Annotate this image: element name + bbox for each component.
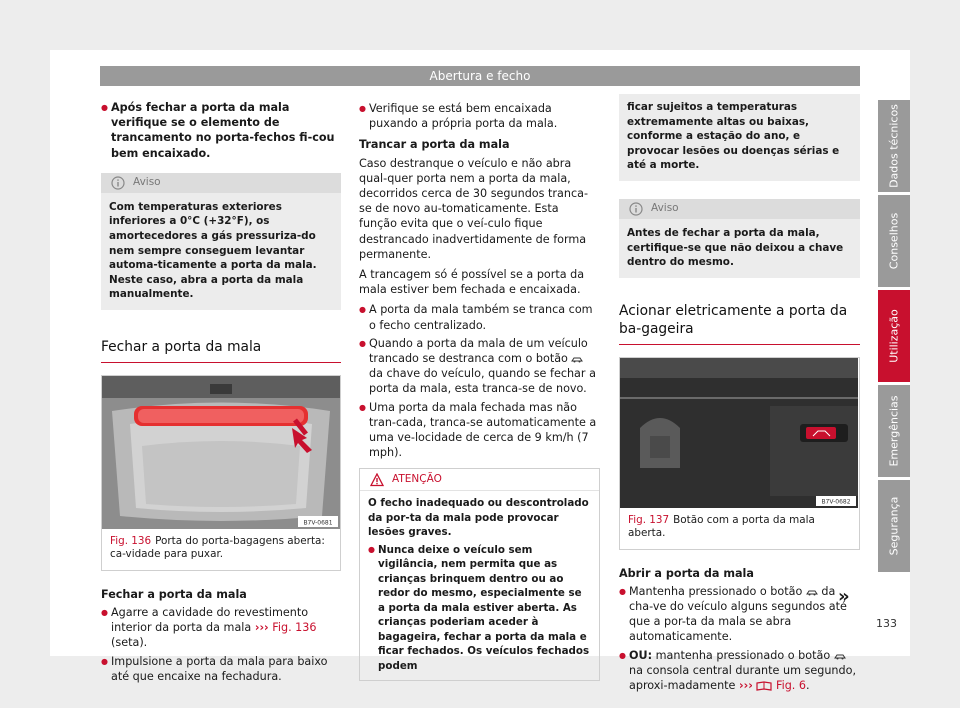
figure-137 — [619, 357, 860, 550]
car-key-icon — [571, 355, 583, 363]
section-title-fechar: Fechar a porta da mala — [101, 338, 341, 363]
bullet-agarre — [101, 605, 341, 651]
car-key-icon — [806, 588, 818, 596]
fig-137-label: Fig. 137 — [628, 513, 670, 526]
bullet-quando-text: Quando a porta da mala de um veículo trancado se destranca com o botão — [369, 336, 588, 366]
info-icon — [111, 176, 125, 190]
intro-bullet: ● Após fechar a porta da mala verifique se o elemento de trancamento no porta-fechos fi-cou bem encaixado. — [101, 100, 341, 161]
para-trancagem: A trancagem só é possível se a porta da mala estiver bem fechada e encaixada. — [359, 268, 585, 297]
fig-136-code: B7V-0681 — [303, 519, 333, 527]
bullet-agarre-text: Agarre a cavidade do revestimento interior da porta da mala — [111, 605, 309, 635]
subhead-fechar: Fechar a porta da mala — [101, 587, 247, 601]
column-3 — [619, 94, 860, 696]
fig-137-code: B7V-0682 — [821, 498, 851, 506]
trunk-lid-image — [102, 376, 340, 529]
section-title-acionar: Acionar eletricamente a porta da ba-gageira — [619, 302, 860, 345]
atencao-continued: ficar sujeitos a temperaturas extremamente altas ou baixas, conforme a estação do ano, e provocar lesões ou doenças sérias e até a morte. — [619, 94, 860, 181]
bullet-ou — [619, 648, 860, 694]
aviso-box — [101, 173, 341, 310]
bullet-ou-end: . — [806, 678, 810, 692]
page-number: 133 — [876, 617, 897, 630]
atencao-header — [360, 469, 599, 491]
tab-dados-tecnicos[interactable] — [878, 100, 910, 192]
page-header: Abertura e fecho — [100, 66, 860, 86]
atencao-text: O fecho inadequado ou descontrolado da por-ta da mala pode provocar lesões graves. — [368, 497, 589, 539]
fig-136-label: Fig. 136 — [110, 534, 152, 547]
aviso-box-2 — [619, 199, 860, 278]
subhead-trancar: Trancar a porta da mala — [359, 138, 510, 152]
info-icon — [629, 202, 643, 216]
warning-triangle-icon — [370, 473, 384, 487]
trunk-button-image — [620, 358, 859, 508]
tab-label: Utilização — [887, 309, 901, 363]
bullet-agarre-end: (seta). — [111, 636, 148, 650]
aviso-header — [101, 173, 341, 193]
aviso-text: Com temperaturas exteriores inferiores a 0°C (+32°F), os amortecedores a gás pressuriza-do nem sempre conseguem levantar automa-ticamente a porta da mala. Neste caso, abra a porta da mala manualmente. — [109, 200, 317, 301]
aviso-label-2: Aviso — [651, 202, 679, 215]
subhead-abrir: Abrir a porta da mala — [619, 566, 754, 580]
book-reference-icon — [756, 681, 772, 691]
trunk-lid-illustration — [102, 376, 340, 529]
bullet-trancada: ● Uma porta da mala fechada mas não tran-cada, tranca-se automaticamente a uma ve-locidade de cerca de 9 km/h (7 mph). — [359, 400, 600, 461]
trunk-button-icon — [834, 652, 846, 660]
atencao-body — [360, 491, 599, 680]
figure-136-caption — [102, 529, 340, 570]
bullet-mantenha — [619, 584, 860, 645]
aviso-header-2 — [619, 199, 860, 219]
figure-136 — [101, 375, 341, 571]
atencao-label: ATENÇÃO — [392, 473, 442, 486]
fig-136-caption-text: Porta do porta-bagagens aberta: ca-vidade para puxar. — [110, 534, 325, 561]
side-tabs — [878, 100, 910, 575]
tab-label: Segurança — [887, 496, 901, 556]
tab-label: Dados técnicos — [887, 104, 901, 188]
bullet-ou-text: mantenha pressionado o botão — [655, 648, 831, 662]
bullet-mantenha-text: Mantenha pressionado o botão — [629, 584, 803, 598]
aviso-label: Aviso — [133, 176, 161, 189]
figure-137-caption — [620, 508, 859, 549]
continue-marker: » — [838, 586, 850, 607]
tab-label: Conselhos — [887, 212, 901, 270]
trunk-button-illustration — [620, 358, 858, 508]
bullet-quando — [359, 336, 600, 397]
bullet-quando-end: da chave do veículo, quando se fechar a porta da mala, esta tranca-se de novo. — [369, 367, 596, 396]
fig-137-caption-text: Botão com a porta da mala aberta. — [628, 513, 815, 540]
bullet-impulsione: ● Impulsione a porta da mala para baixo até que encaixe na fechadura. — [101, 654, 341, 684]
tab-utilizacao[interactable] — [878, 290, 910, 382]
bullet-fecho-centralizado: ● A porta da mala também se tranca com o fecho centralizado. — [359, 302, 600, 332]
bullet-ou-mid: na consola central durante um segundo, aproxi-madamente — [629, 663, 857, 692]
ref-arrows: ››› — [254, 621, 269, 635]
atencao-box — [359, 468, 600, 681]
ref-arrows: ››› — [739, 678, 753, 692]
tab-seguranca[interactable] — [878, 480, 910, 572]
aviso-text-2: Antes de fechar a porta da mala, certifique-se que não deixou a chave dentro do mesmo. — [627, 226, 844, 269]
ou-label: OU: — [629, 648, 653, 662]
tab-emergencias[interactable] — [878, 385, 910, 477]
tab-label: Emergências — [887, 395, 901, 467]
column-1 — [101, 100, 341, 687]
column-2 — [359, 101, 600, 681]
para-trancar: Caso destranque o veículo e não abra qual-quer porta nem a porta da mala, decorridos cerca de 30 segundos tranca-se de novo au-tomaticamente. Esta função evita que o veí-culo fique destrancado inadvertidamente de forma permanente. — [359, 156, 589, 261]
bullet-verifique: ● Verifique se está bem encaixada puxando a própria porta da mala. — [359, 101, 600, 131]
tab-conselhos[interactable] — [878, 195, 910, 287]
fig-6-ref-link[interactable]: Fig. 6 — [775, 678, 807, 692]
atencao-bullet: ● Nunca deixe o veículo sem vigilância, nem permita que as crianças brinquem dentro ou ao redor do mesmo, especialmente se a porta da mala estiver aberta. As crianças poderiam aceder à bagageira, fechar a porta da mala e ficar fechados. Os veículos fechados podem — [368, 543, 591, 674]
bullet-mantenha-end: da cha-ve do veículo alguns segundos até que a por-ta da mala se abra automaticamente. — [629, 584, 847, 644]
fig-136-ref-link[interactable]: Fig. 136 — [272, 621, 317, 635]
